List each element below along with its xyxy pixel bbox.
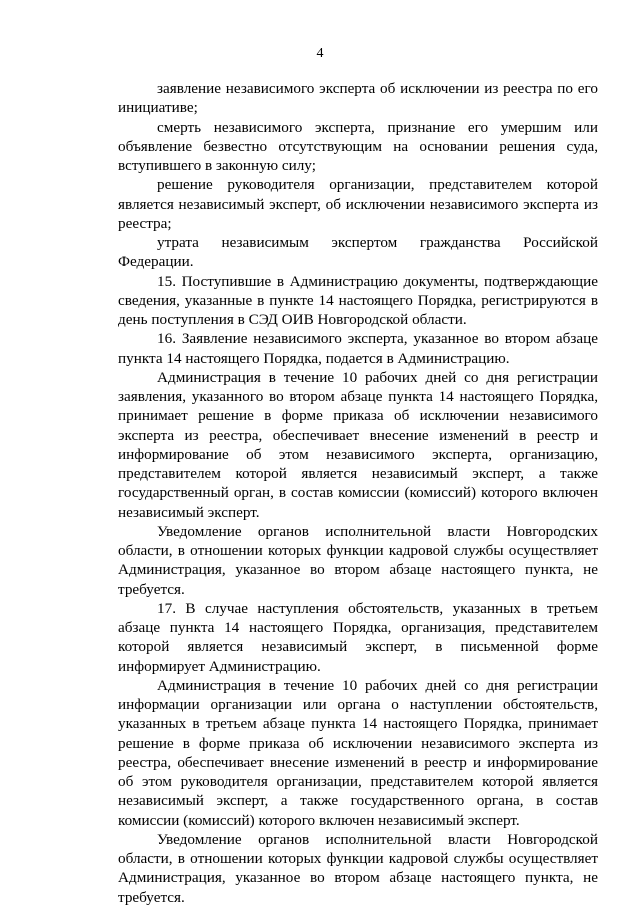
paragraph-clause-15: 15. Поступившие в Администрацию документы, подтверждающие сведения, указанные в пункте 14 настоящего Порядка, регистрируются в день поступления в СЭД ОИВ Новгородской области. <box>118 272 598 328</box>
document-body <box>118 79 598 907</box>
paragraph-clause-17-notification: Уведомление органов исполнительной власти Новгородской области, в отношении которых функции кадровой службы осуществляет Администрация, указанное во втором абзаце настоящего пункта, не требуется. <box>118 830 598 906</box>
paragraph-clause-16-administration: Администрация в течение 10 рабочих дней со дня регистрации заявления, указанного во втором абзаце пункта 14 настоящего Порядка, принимает решение в форме приказа об исключении независимого эксперта из реестра, обеспечивает внесение изменений в реестр и информирование об этом независимого эксперта, организацию, представителем которой является независимый эксперт, а также государственный орган, в состав комиссии (комиссий) которого включен независимый эксперт. <box>118 368 598 521</box>
paragraph-clause-17: 17. В случае наступления обстоятельств, указанных в третьем абзаце пункта 14 настоящего Порядка, организация, представителем которой является независимый эксперт, в письменной форме информирует Администрацию. <box>118 599 598 675</box>
paragraph-clause-16: 16. Заявление независимого эксперта, указанное во втором абзаце пункта 14 настоящего Порядка, подается в Администрацию. <box>118 330 598 367</box>
paragraph-expert-death: смерть независимого эксперта, признание его умершим или объявление безвестно отсутствующим на основании решения суда, вступившего в законную силу; <box>118 118 598 174</box>
paragraph-expert-application: заявление независимого эксперта об исключении из реестра по его инициативе; <box>118 80 598 117</box>
paragraph-organization-decision: решение руководителя организации, представителем которой является независимый эксперт, об исключении независимого эксперта из реестра; <box>118 176 598 232</box>
paragraph-clause-17-administration: Администрация в течение 10 рабочих дней со дня регистрации информации организации или органа о наступлении обстоятельств, указанных в третьем абзаце пункта 14 настоящего Порядка, принимает решение в форме приказа об исключении независимого эксперта из реестра, обеспечивает внесение изменений в реестр и информирование об этом руководителя организации, представителем которой является независимый эксперт, а также государственного органа, в состав комиссии (комиссий) которого включен независимый эксперт. <box>118 676 598 829</box>
paragraph-clause-16-notification: Уведомление органов исполнительной власти Новгородских области, в отношении которых функции кадровой службы осуществляет Администрация, указанное во втором абзаце настоящего пункта, не требуется. <box>118 522 598 598</box>
page-number: 4 <box>316 46 324 61</box>
paragraph-citizenship-loss: утрата независимым экспертом гражданства Российской Федерации. <box>118 234 598 271</box>
